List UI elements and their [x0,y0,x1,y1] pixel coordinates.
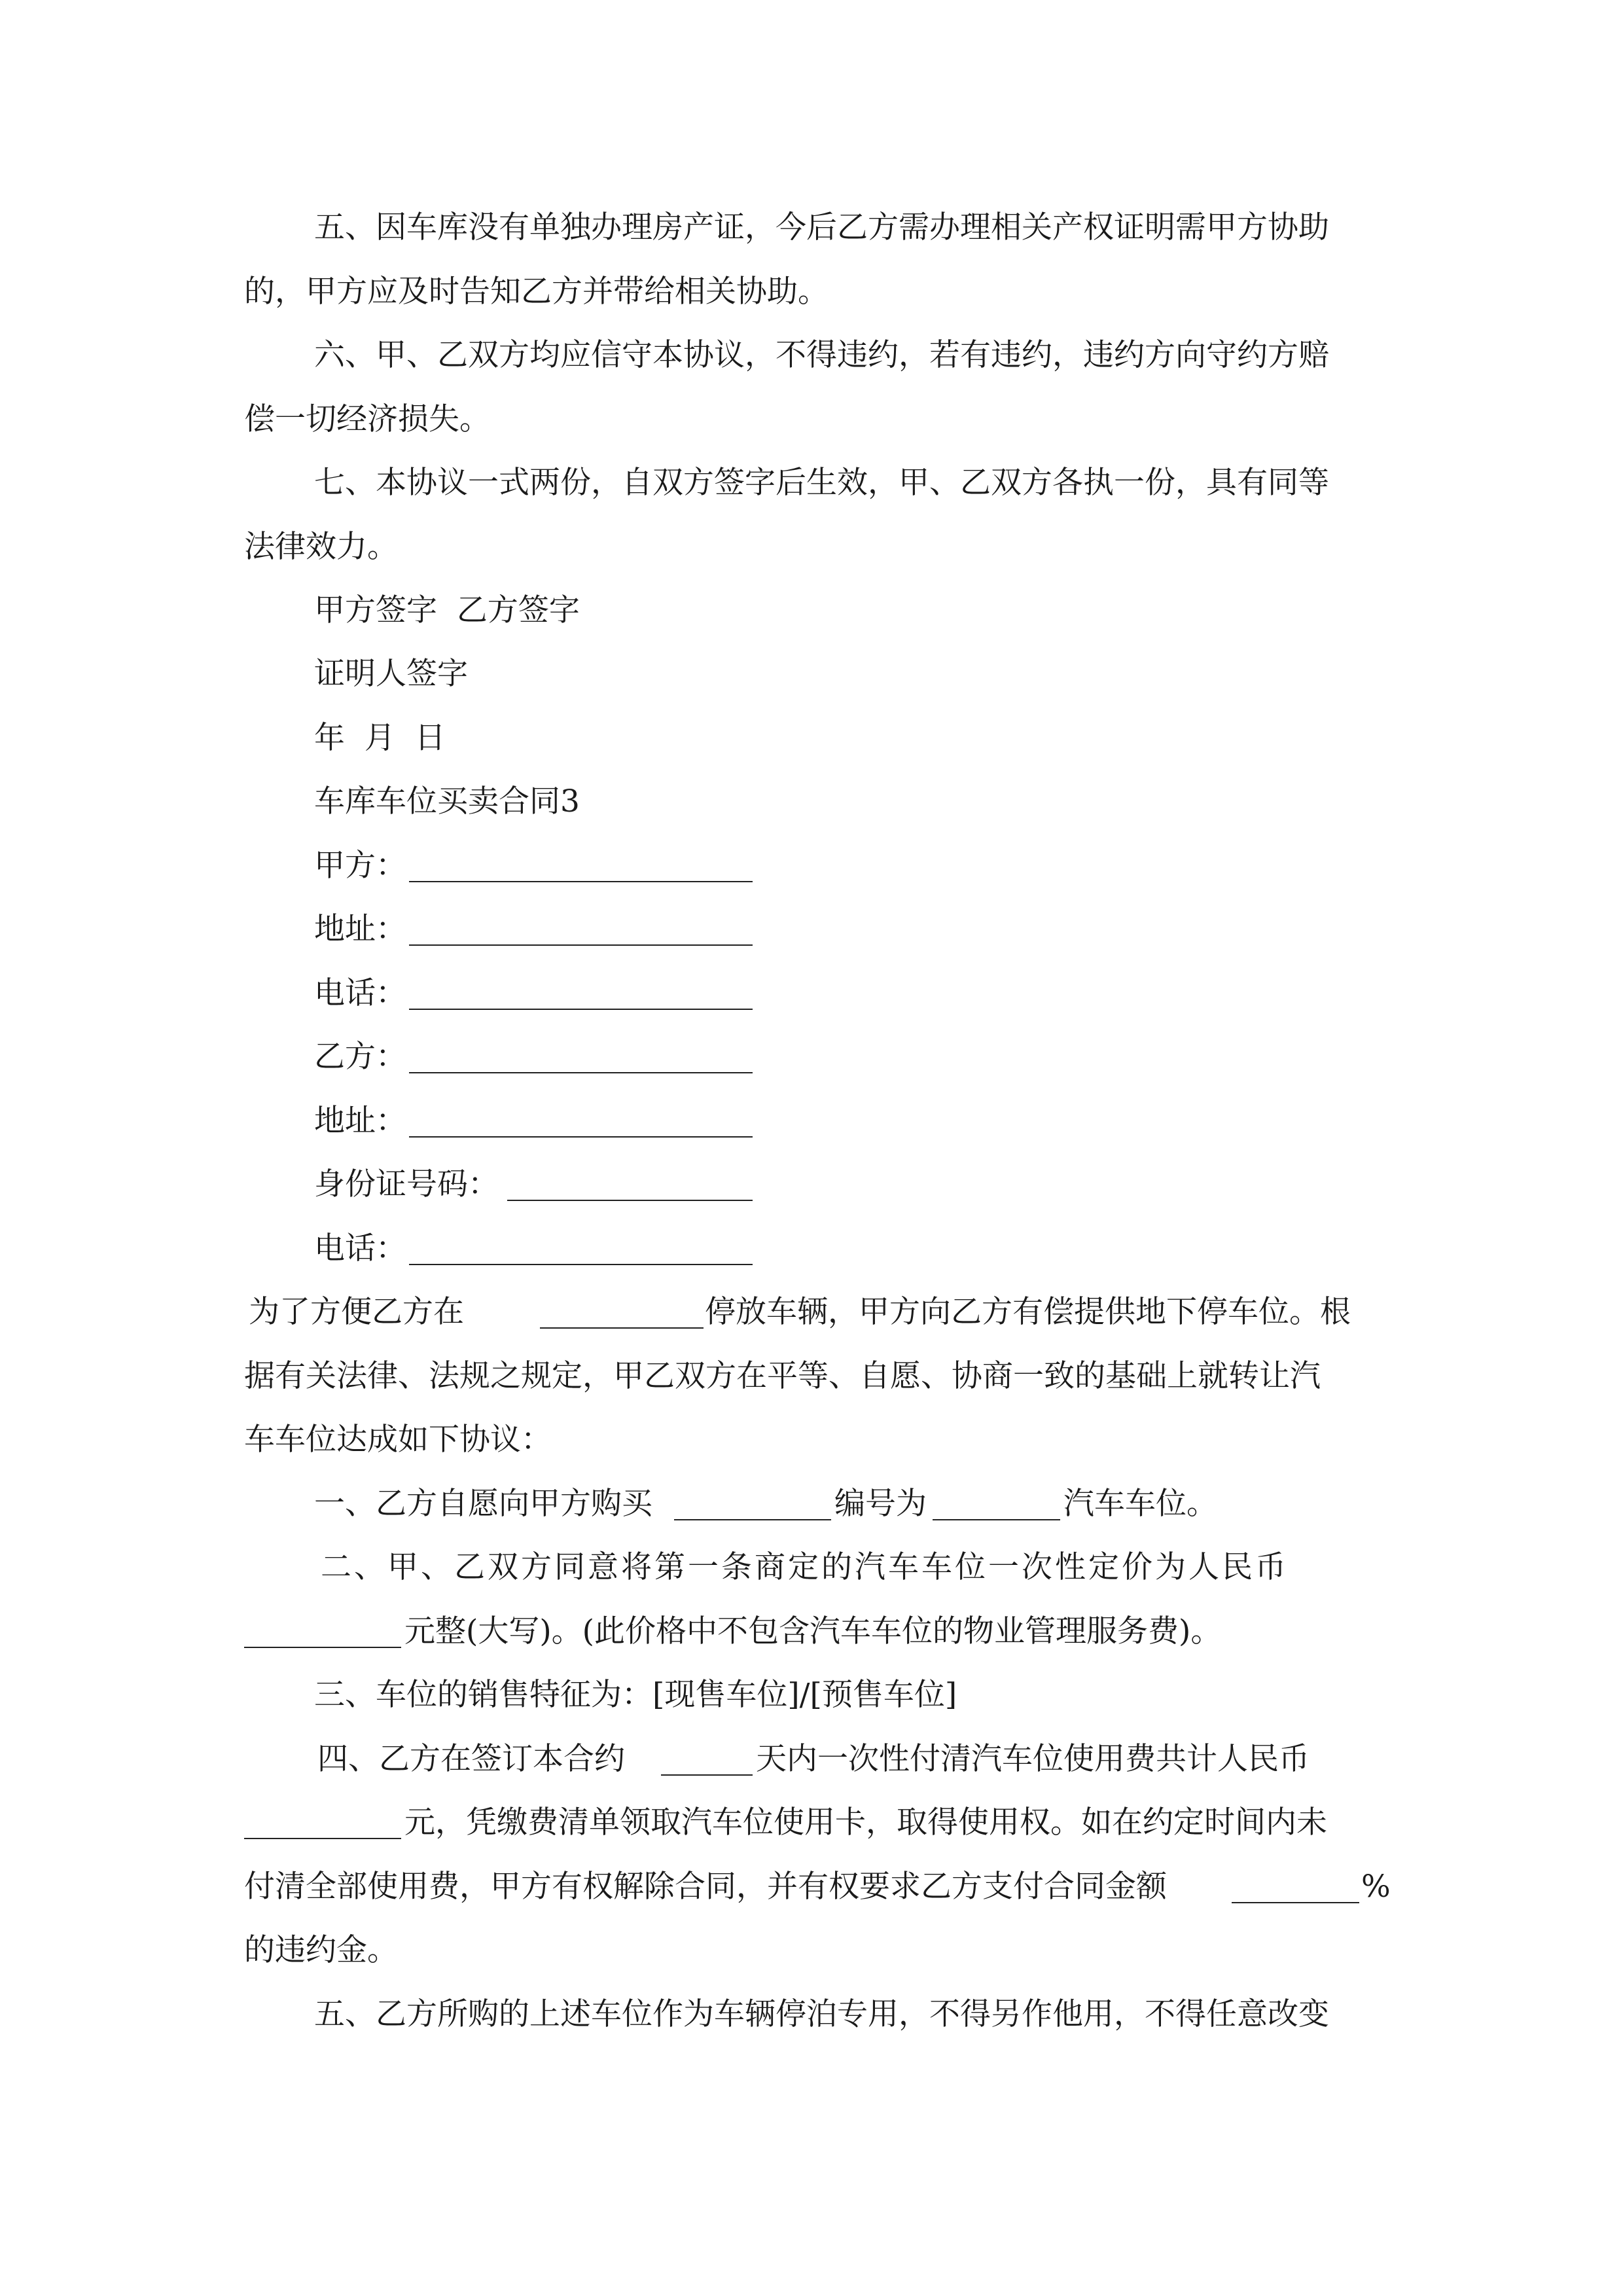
clause6-line1: 六、甲、乙双方均应信守本协议，不得违约，若有违约，违约方向守约方赔 [314,337,1329,373]
article4-line2: 元，凭缴费清单领取汽车位使用卡，取得使用权。如在约定时间内未 [404,1804,1327,1840]
signature-parties: 甲方签字 乙方签字 [314,592,580,628]
preamble-line3: 车车位达成如下协议： [244,1422,552,1458]
party-b-label: 乙方： [314,1039,406,1075]
clause6-line2: 偿一切经济损失。 [244,401,490,437]
preamble-part1: 为了方便乙方在 [249,1294,464,1330]
address-a-label: 地址： [314,911,406,947]
article4-line3-part2: % [1361,1869,1391,1905]
clause7-line2: 法律效力。 [244,529,398,565]
article2-line2: 元整(大写)。(此价格中不包含汽车车位的物业管理服务费)。 [404,1613,1222,1649]
party-b-blank [409,1072,753,1073]
phone-b-label: 电话： [314,1230,406,1266]
signature-witness: 证明人签字 [314,656,468,692]
phone-a-label: 电话： [314,975,406,1011]
clause5-line1: 五、因车库没有单独办理房产证，今后乙方需办理相关产权证明需甲方协助 [314,209,1329,245]
article5-line1: 五、乙方所购的上述车位作为车辆停泊专用，不得另作他用，不得任意改变 [314,1996,1329,2032]
preamble-part2: 停放车辆，甲方向乙方有偿提供地下停车位。根 [705,1294,1351,1330]
article1-part2: 编号为 [834,1486,927,1522]
preamble-line2: 据有关法律、法规之规定，甲乙双方在平等、自愿、协商一致的基础上就转让汽 [244,1358,1321,1394]
address-a-blank [409,944,753,946]
article1-part1: 一、乙方自愿向甲方购买 [314,1486,652,1522]
article4-line4: 的违约金。 [244,1932,398,1968]
article4-part2: 天内一次性付清汽车位使用费共计人民币 [756,1741,1310,1777]
id-number-label: 身份证号码： [314,1166,499,1202]
party-a-blank [409,881,753,882]
address-b-label: 地址： [314,1103,406,1139]
article1-part3: 汽车车位。 [1063,1486,1217,1522]
preamble-location-blank [540,1327,704,1329]
article2-line1: 二、甲、乙双方同意将第一条商定的汽车车位一次性定价为人民币 [321,1549,1289,1585]
id-number-blank [507,1200,753,1201]
article4-days-blank [661,1774,753,1776]
article3: 三、车位的销售特征为：[现售车位]/[预售车位] [314,1677,957,1713]
address-b-blank [409,1136,753,1138]
article1-number-blank [933,1519,1060,1520]
article4-part1: 四、乙方在签订本合约 [317,1741,625,1777]
signature-date: 年 月 日 [314,720,446,756]
article2-price-blank [244,1647,401,1648]
contract3-title: 车库车位买卖合同3 [314,783,580,819]
article4-line3-part1: 付清全部使用费，甲方有权解除合同，并有权要求乙方支付合同金额 [244,1869,1167,1905]
clause5-line2: 的，甲方应及时告知乙方并带给相关协助。 [244,274,829,310]
party-a-label: 甲方： [314,848,406,884]
article1-purchase-blank [674,1519,831,1520]
article4-percent-blank [1232,1902,1359,1903]
clause7-line1: 七、本协议一式两份，自双方签字后生效，甲、乙双方各执一份，具有同等 [314,465,1329,501]
phone-b-blank [409,1264,753,1265]
article4-amount-blank [244,1838,401,1839]
phone-a-blank [409,1009,753,1010]
